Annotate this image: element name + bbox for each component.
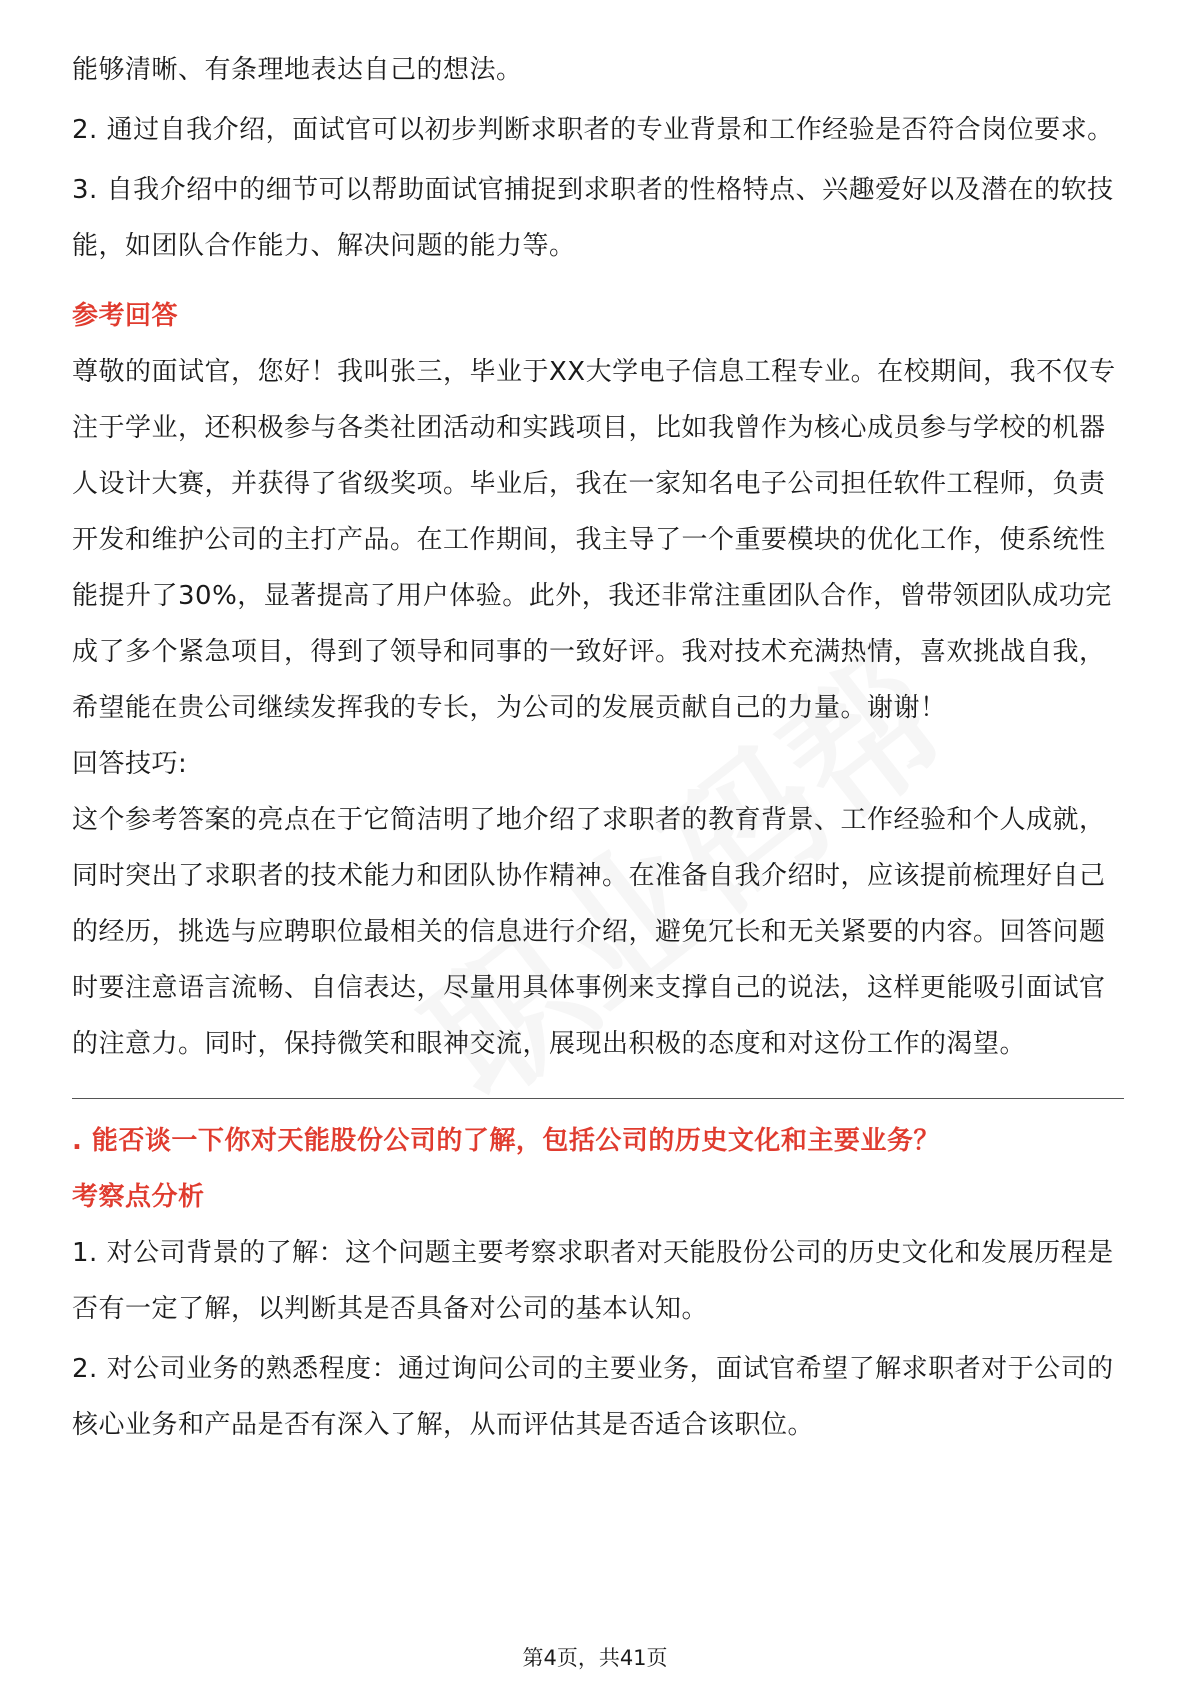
question-title: . 能否谈一下你对天能股份公司的了解，包括公司的历史文化和主要业务？ (72, 1126, 940, 1156)
reference-answer-heading: 参考回答 (72, 301, 179, 331)
list-item-point-2: 2. 通过自我介绍，面试官可以初步判断求职者的专业背景和工作经验是否符合岗位要求。 (72, 115, 1114, 145)
list-item-point-3: 3. 自我介绍中的细节可以帮助面试官捕捉到求职者的性格特点、兴趣爱好以及潜在的软技能，如团队合作能力、解决问题的能力等。 (72, 175, 1114, 261)
tips-label: 回答技巧: (72, 749, 188, 779)
analysis-point-1: 1. 对公司背景的了解：这个问题主要考察求职者对天能股份公司的历史文化和发展历程是否有一定了解，以判断其是否具备对公司的基本认知。 (72, 1238, 1114, 1324)
reference-answer-text: 尊敬的面试官，您好！我叫张三，毕业于XX大学电子信息工程专业。在校期间，我不仅专注于学业，还积极参与各类社团活动和实践项目，比如我曾作为核心成员参与学校的机器人设计大赛，并获得了省级奖项。毕业后，我在一家知名电子公司担任软件工程师，负责开发和维护公司的主打产品。在工作期间，我主导了一个重要模块的优化工作，使系统性能提升了30%，显著提高了用户体验。此外，我还非常注重团队合作，曾带领团队成功完成了多个紧急项目，得到了领导和同事的一致好评。我对技术充满热情，喜欢挑战自我，希望能在贵公司继续发挥我的专长，为公司的发展贡献自己的力量。谢谢！ (72, 357, 1116, 723)
tips-text: 这个参考答案的亮点在于它简洁明了地介绍了求职者的教育背景、工作经验和个人成就，同时突出了求职者的技术能力和团队协作精神。在准备自我介绍时，应该提前梳理好自己的经历，挑选与应聘职位最相关的信息进行介绍，避免冗长和无关紧要的内容。回答问题时要注意语言流畅、自信表达，尽量用具体事例来支撑自己的说法，这样更能吸引面试官的注意力。同时，保持微笑和眼神交流，展现出积极的态度和对这份工作的渴望。 (72, 805, 1106, 1059)
analysis-point-2: 2. 对公司业务的熟悉程度：通过询问公司的主要业务，面试官希望了解求职者对于公司的核心业务和产品是否有深入了解，从而评估其是否适合该职位。 (72, 1354, 1114, 1440)
page-content (72, 42, 1124, 1453)
page-number-footer: 第4页，共41页 (522, 1646, 668, 1670)
continued-paragraph: 能够清晰、有条理地表达自己的想法。 (72, 55, 523, 85)
section-divider (72, 1098, 1124, 1099)
analysis-heading: 考察点分析 (72, 1182, 205, 1212)
